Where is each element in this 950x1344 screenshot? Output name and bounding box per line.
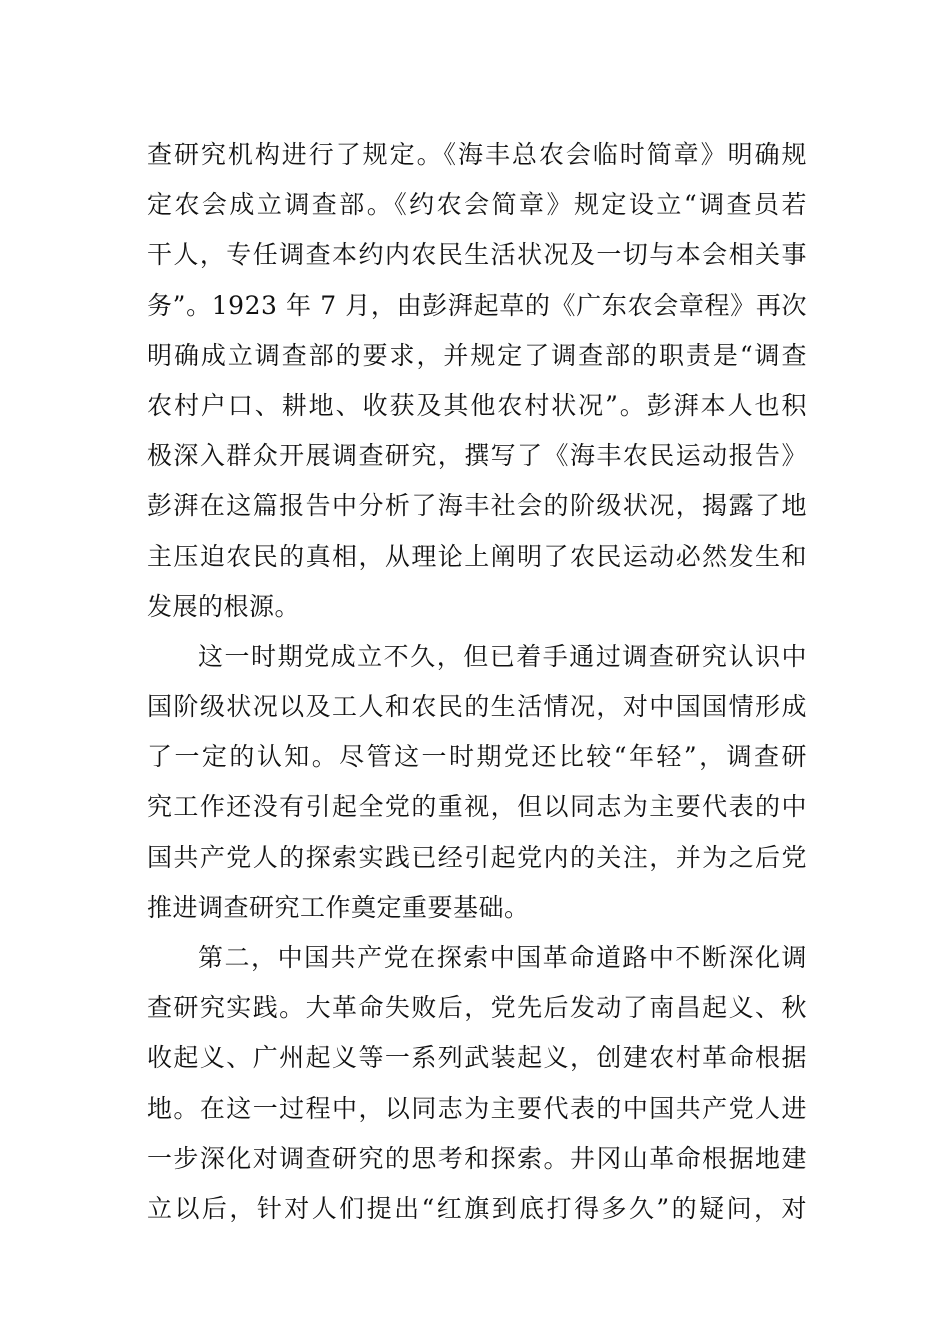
- text-line: 查研究机构进行了规定。《海丰总农会临时简章》明确规: [147, 140, 807, 169]
- text-line: 地。在这一过程中，以同志为主要代表的中国共产党人进: [147, 1093, 807, 1123]
- text-line: 查研究实践。大革命失败后，党先后发动了南昌起义、秋: [147, 993, 807, 1023]
- text-line: 第二，中国共产党在探索中国革命道路中不断深化调: [198, 943, 807, 972]
- text-line: 明确成立调查部的要求，并规定了调查部的职责是“调查: [147, 340, 807, 370]
- paragraph-2: [147, 632, 807, 933]
- text-line: 极深入群众开展调查研究，撰写了《海丰农民运动报告》: [147, 441, 807, 471]
- text-line: 发展的根源。: [147, 591, 301, 621]
- paragraph-3: [147, 933, 807, 1234]
- text-line: 务”。1923 年 7 月，由彭湃起草的《广东农会章程》再次: [147, 290, 807, 320]
- text-line: 干人，专任调查本约内农民生活状况及一切与本会相关事: [147, 240, 807, 270]
- text-line: 立以后，针对人们提出“红旗到底打得多久”的疑问，对: [147, 1193, 807, 1223]
- body-text: [147, 130, 807, 1234]
- text-line: 一步深化对调查研究的思考和探索。井冈山革命根据地建: [147, 1143, 807, 1173]
- text-line: 定农会成立调查部。《约农会简章》规定设立“调查员若: [147, 190, 807, 220]
- text-line: 这一时期党成立不久，但已着手通过调查研究认识中: [198, 641, 807, 671]
- text-line: 主压迫农民的真相，从理论上阐明了农民运动必然发生和: [147, 541, 807, 571]
- text-line: 推进调查研究工作奠定重要基础。: [147, 892, 530, 922]
- text-line: 农村户口、耕地、收获及其他农村状况”。彭湃本人也积: [147, 390, 807, 420]
- text-line: 收起义、广州起义等一系列武装起义，创建农村革命根据: [147, 1043, 807, 1073]
- text-line: 国阶级状况以及工人和农民的生活情况，对中国国情形成: [147, 692, 807, 722]
- paragraph-1: [147, 130, 807, 632]
- text-line: 国共产党人的探索实践已经引起党内的关注，并为之后党: [147, 842, 807, 872]
- text-line: 彭湃在这篇报告中分析了海丰社会的阶级状况，揭露了地: [147, 491, 807, 521]
- text-line: 了一定的认知。尽管这一时期党还比较“年轻”，调查研: [147, 742, 807, 772]
- text-line: 究工作还没有引起全党的重视，但以同志为主要代表的中: [147, 792, 807, 822]
